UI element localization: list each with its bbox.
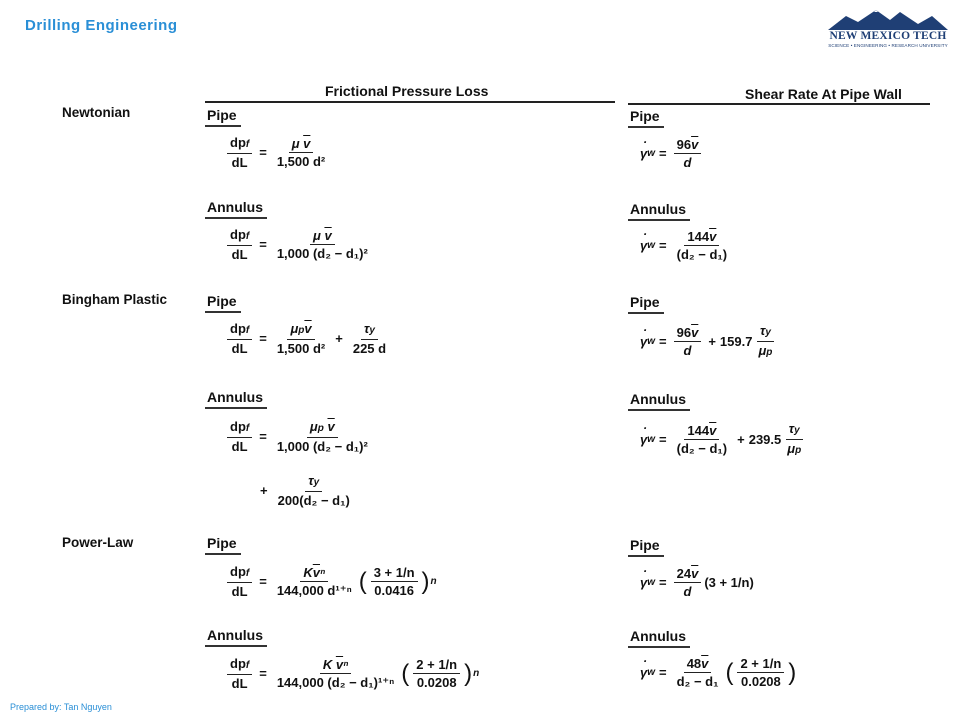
- eq-part: dp: [230, 227, 246, 242]
- eq-part: d₂ − d₁: [676, 674, 719, 689]
- logo-name: NEW MEXICO TECH: [829, 30, 947, 42]
- eq-part: p: [317, 423, 324, 434]
- eq-part: dp: [230, 419, 246, 434]
- eq-part: τ: [308, 473, 314, 488]
- paren-close: ): [788, 658, 797, 686]
- eq-part: w: [647, 577, 656, 588]
- eq-part: =: [659, 146, 667, 161]
- eq-part: τ: [364, 321, 370, 336]
- paren-close: ): [464, 659, 473, 687]
- fluid-label-bingham: Bingham Plastic: [62, 292, 168, 307]
- paren-open: (: [401, 659, 410, 687]
- eq-part: w: [647, 434, 656, 445]
- underline: [628, 555, 664, 557]
- eq-part: f: [245, 423, 250, 434]
- eq-part: =: [659, 432, 667, 447]
- eq-part: w: [647, 148, 656, 159]
- eq-part: · γ: [640, 665, 647, 680]
- university-logo: [824, 6, 952, 50]
- eq-part: dp: [230, 135, 246, 150]
- eq-bingham-pipe-shear: [640, 322, 778, 361]
- underline: [628, 409, 690, 411]
- col-header-pressure-loss: Frictional Pressure Loss: [325, 83, 489, 99]
- eq-part: μ: [312, 228, 321, 243]
- eq-part: μ: [291, 136, 300, 151]
- label-power-pipe-sr: Pipe: [630, 537, 660, 553]
- eq-part: 144,000 (d₂ − d₁)¹⁺ⁿ: [276, 675, 395, 690]
- underline: [628, 126, 664, 128]
- eq-part: $\overline{v}$: [709, 229, 717, 244]
- eq-part: μ: [290, 321, 299, 336]
- eq-part: w: [647, 240, 656, 251]
- eq-part: $\overline{v}$: [312, 565, 320, 580]
- eq-part: $\overline{v}$: [303, 136, 311, 151]
- eq-part: 2 + 1/n: [737, 655, 784, 673]
- eq-part: μ: [758, 343, 767, 358]
- eq-part: $\overline{v}$: [304, 321, 312, 336]
- eq-part: w: [647, 667, 656, 678]
- eq-part: dL: [231, 584, 248, 599]
- eq-part: (d₂ − d₁): [676, 441, 728, 456]
- eq-part: dL: [231, 341, 248, 356]
- eq-part: 1,000 (d₂ − d₁)²: [276, 246, 368, 261]
- eq-part: 144: [687, 229, 710, 244]
- eq-part: y: [794, 425, 800, 436]
- eq-part: 0.0416: [374, 583, 415, 598]
- label-bingham-pipe: Pipe: [207, 293, 237, 309]
- eq-part: 1,000 (d₂ − d₁)²: [276, 439, 368, 454]
- eq-part: +: [737, 432, 745, 447]
- eq-part: (3 + 1/n): [704, 575, 754, 590]
- label-power-annulus: Annulus: [207, 627, 263, 643]
- label-power-pipe: Pipe: [207, 535, 237, 551]
- eq-part: n: [430, 576, 437, 587]
- eq-part: $\overline{v}$: [327, 419, 335, 434]
- eq-part: p: [795, 445, 802, 456]
- eq-part: $\overline{v}$: [691, 566, 699, 581]
- eq-part: 96: [676, 137, 692, 152]
- eq-part: y: [313, 477, 320, 488]
- eq-part: 144,000 d¹⁺ⁿ: [276, 583, 352, 598]
- label-power-annulus-sr: Annulus: [630, 628, 686, 644]
- eq-part: p: [766, 347, 773, 358]
- eq-part: =: [259, 237, 267, 252]
- eq-part: $\overline{v}$: [335, 657, 344, 672]
- eq-part: 0.0208: [741, 674, 781, 689]
- footer-credit: Prepared by: Tan Nguyen: [10, 702, 112, 712]
- eq-part: f: [245, 231, 250, 242]
- label-bingham-pipe-sr: Pipe: [630, 294, 660, 310]
- eq-part: y: [765, 327, 771, 338]
- eq-part: ⁿ: [320, 565, 326, 580]
- label-bingham-annulus-sr: Annulus: [630, 391, 686, 407]
- eq-part: d: [683, 155, 692, 170]
- eq-part: · γ: [640, 238, 647, 253]
- eq-part: τ: [759, 323, 766, 338]
- eq-bingham-pipe-loss: [224, 320, 392, 357]
- eq-part: 1,500 d²: [276, 341, 326, 356]
- underline: [628, 312, 664, 314]
- eq-power-annulus-shear: [640, 655, 797, 690]
- eq-part: dp: [230, 564, 246, 579]
- eq-part: (d₂ − d₁): [676, 247, 728, 262]
- eq-part: dL: [231, 439, 248, 454]
- eq-newtonian-annulus-loss: [224, 226, 374, 263]
- paren-open: (: [725, 658, 734, 686]
- underline: [628, 219, 690, 221]
- eq-part: dL: [231, 676, 248, 691]
- eq-part: f: [245, 660, 250, 671]
- eq-part: y: [369, 325, 375, 336]
- eq-part: =: [659, 575, 667, 590]
- eq-part: 96: [676, 325, 692, 340]
- eq-part: μ: [787, 441, 796, 456]
- eq-part: $\overline{v}$: [709, 423, 717, 438]
- fluid-label-power-law: Power-Law: [62, 535, 134, 550]
- underline: [205, 553, 241, 555]
- eq-part: $\overline{v}$: [324, 228, 332, 243]
- eq-part: +: [708, 334, 716, 349]
- eq-part: =: [659, 665, 667, 680]
- fluid-label-newtonian: Newtonian: [62, 105, 131, 120]
- eq-power-pipe-shear: [640, 565, 754, 600]
- eq-part: +: [335, 331, 343, 346]
- eq-part: dp: [230, 321, 246, 336]
- eq-part: 225 d: [352, 341, 387, 356]
- underline: [205, 311, 241, 313]
- eq-part: =: [259, 574, 267, 589]
- eq-bingham-annulus-loss: [224, 418, 374, 455]
- eq-part: $\overline{v}$: [701, 656, 709, 671]
- eq-part: =: [259, 429, 267, 444]
- eq-part: 200(d₂ − d₁): [277, 493, 350, 508]
- eq-part: τ: [788, 421, 795, 436]
- eq-part: dL: [231, 247, 248, 262]
- label-newtonian-pipe: Pipe: [207, 107, 237, 123]
- eq-newtonian-annulus-shear: [640, 228, 733, 263]
- eq-part: $\overline{v}$: [691, 137, 699, 152]
- eq-power-annulus-loss: [224, 655, 479, 692]
- eq-part: 159.7: [719, 334, 753, 349]
- label-newtonian-annulus: Annulus: [207, 199, 263, 215]
- eq-part: =: [259, 145, 267, 160]
- eq-part: 3 + 1/n: [371, 564, 418, 582]
- eq-part: =: [659, 238, 667, 253]
- eq-part: =: [259, 666, 267, 681]
- eq-part: f: [245, 568, 250, 579]
- eq-part: 144: [687, 423, 710, 438]
- eq-part: =: [659, 334, 667, 349]
- eq-part: +: [260, 483, 268, 498]
- eq-part: dp: [230, 656, 246, 671]
- label-newtonian-annulus-sr: Annulus: [630, 201, 686, 217]
- eq-newtonian-pipe-loss: [224, 134, 331, 171]
- eq-part: w: [647, 336, 656, 347]
- eq-bingham-annulus-loss-cont: [256, 472, 356, 509]
- underline: [205, 407, 267, 409]
- eq-part: 2 + 1/n: [413, 656, 460, 674]
- label-bingham-annulus: Annulus: [207, 389, 263, 405]
- paren-open: (: [358, 567, 367, 595]
- eq-part: d: [683, 584, 692, 599]
- eq-part: · γ: [640, 432, 647, 447]
- eq-part: · γ: [640, 575, 647, 590]
- eq-part: dL: [231, 155, 248, 170]
- eq-part: f: [245, 325, 250, 336]
- slide-title: Drilling Engineering: [25, 17, 178, 34]
- eq-part: 0.0208: [416, 675, 457, 690]
- eq-part: ⁿ: [343, 657, 349, 672]
- underline: [205, 217, 267, 219]
- mountain-logo-icon: [828, 6, 948, 30]
- eq-part: 48: [686, 656, 702, 671]
- eq-part: · γ: [640, 146, 647, 161]
- eq-part: K: [303, 565, 313, 580]
- col-header-rule-1: [205, 101, 615, 103]
- col-header-rule-2: [628, 103, 930, 105]
- label-newtonian-pipe-sr: Pipe: [630, 108, 660, 124]
- eq-part: n: [473, 668, 480, 679]
- eq-power-pipe-loss: [224, 563, 437, 600]
- eq-part: d: [683, 343, 692, 358]
- underline: [628, 646, 690, 648]
- col-header-shear-rate: Shear Rate At Pipe Wall: [745, 86, 902, 102]
- eq-part: K: [322, 657, 333, 672]
- paren-close: ): [421, 567, 430, 595]
- eq-part: 24: [676, 566, 692, 581]
- eq-part: f: [245, 139, 250, 150]
- eq-bingham-annulus-shear: [640, 420, 807, 459]
- eq-part: 1,500 d²: [276, 154, 326, 169]
- underline: [205, 125, 241, 127]
- eq-part: μ: [309, 419, 318, 434]
- eq-part: p: [298, 325, 305, 336]
- eq-newtonian-pipe-shear: [640, 136, 704, 171]
- eq-part: $\overline{v}$: [691, 325, 699, 340]
- logo-tagline: SCIENCE • ENGINEERING • RESEARCH UNIVERSITY: [828, 43, 948, 48]
- eq-part: =: [259, 331, 267, 346]
- eq-part: · γ: [640, 334, 647, 349]
- eq-part: 239.5: [748, 432, 782, 447]
- underline: [205, 645, 267, 647]
